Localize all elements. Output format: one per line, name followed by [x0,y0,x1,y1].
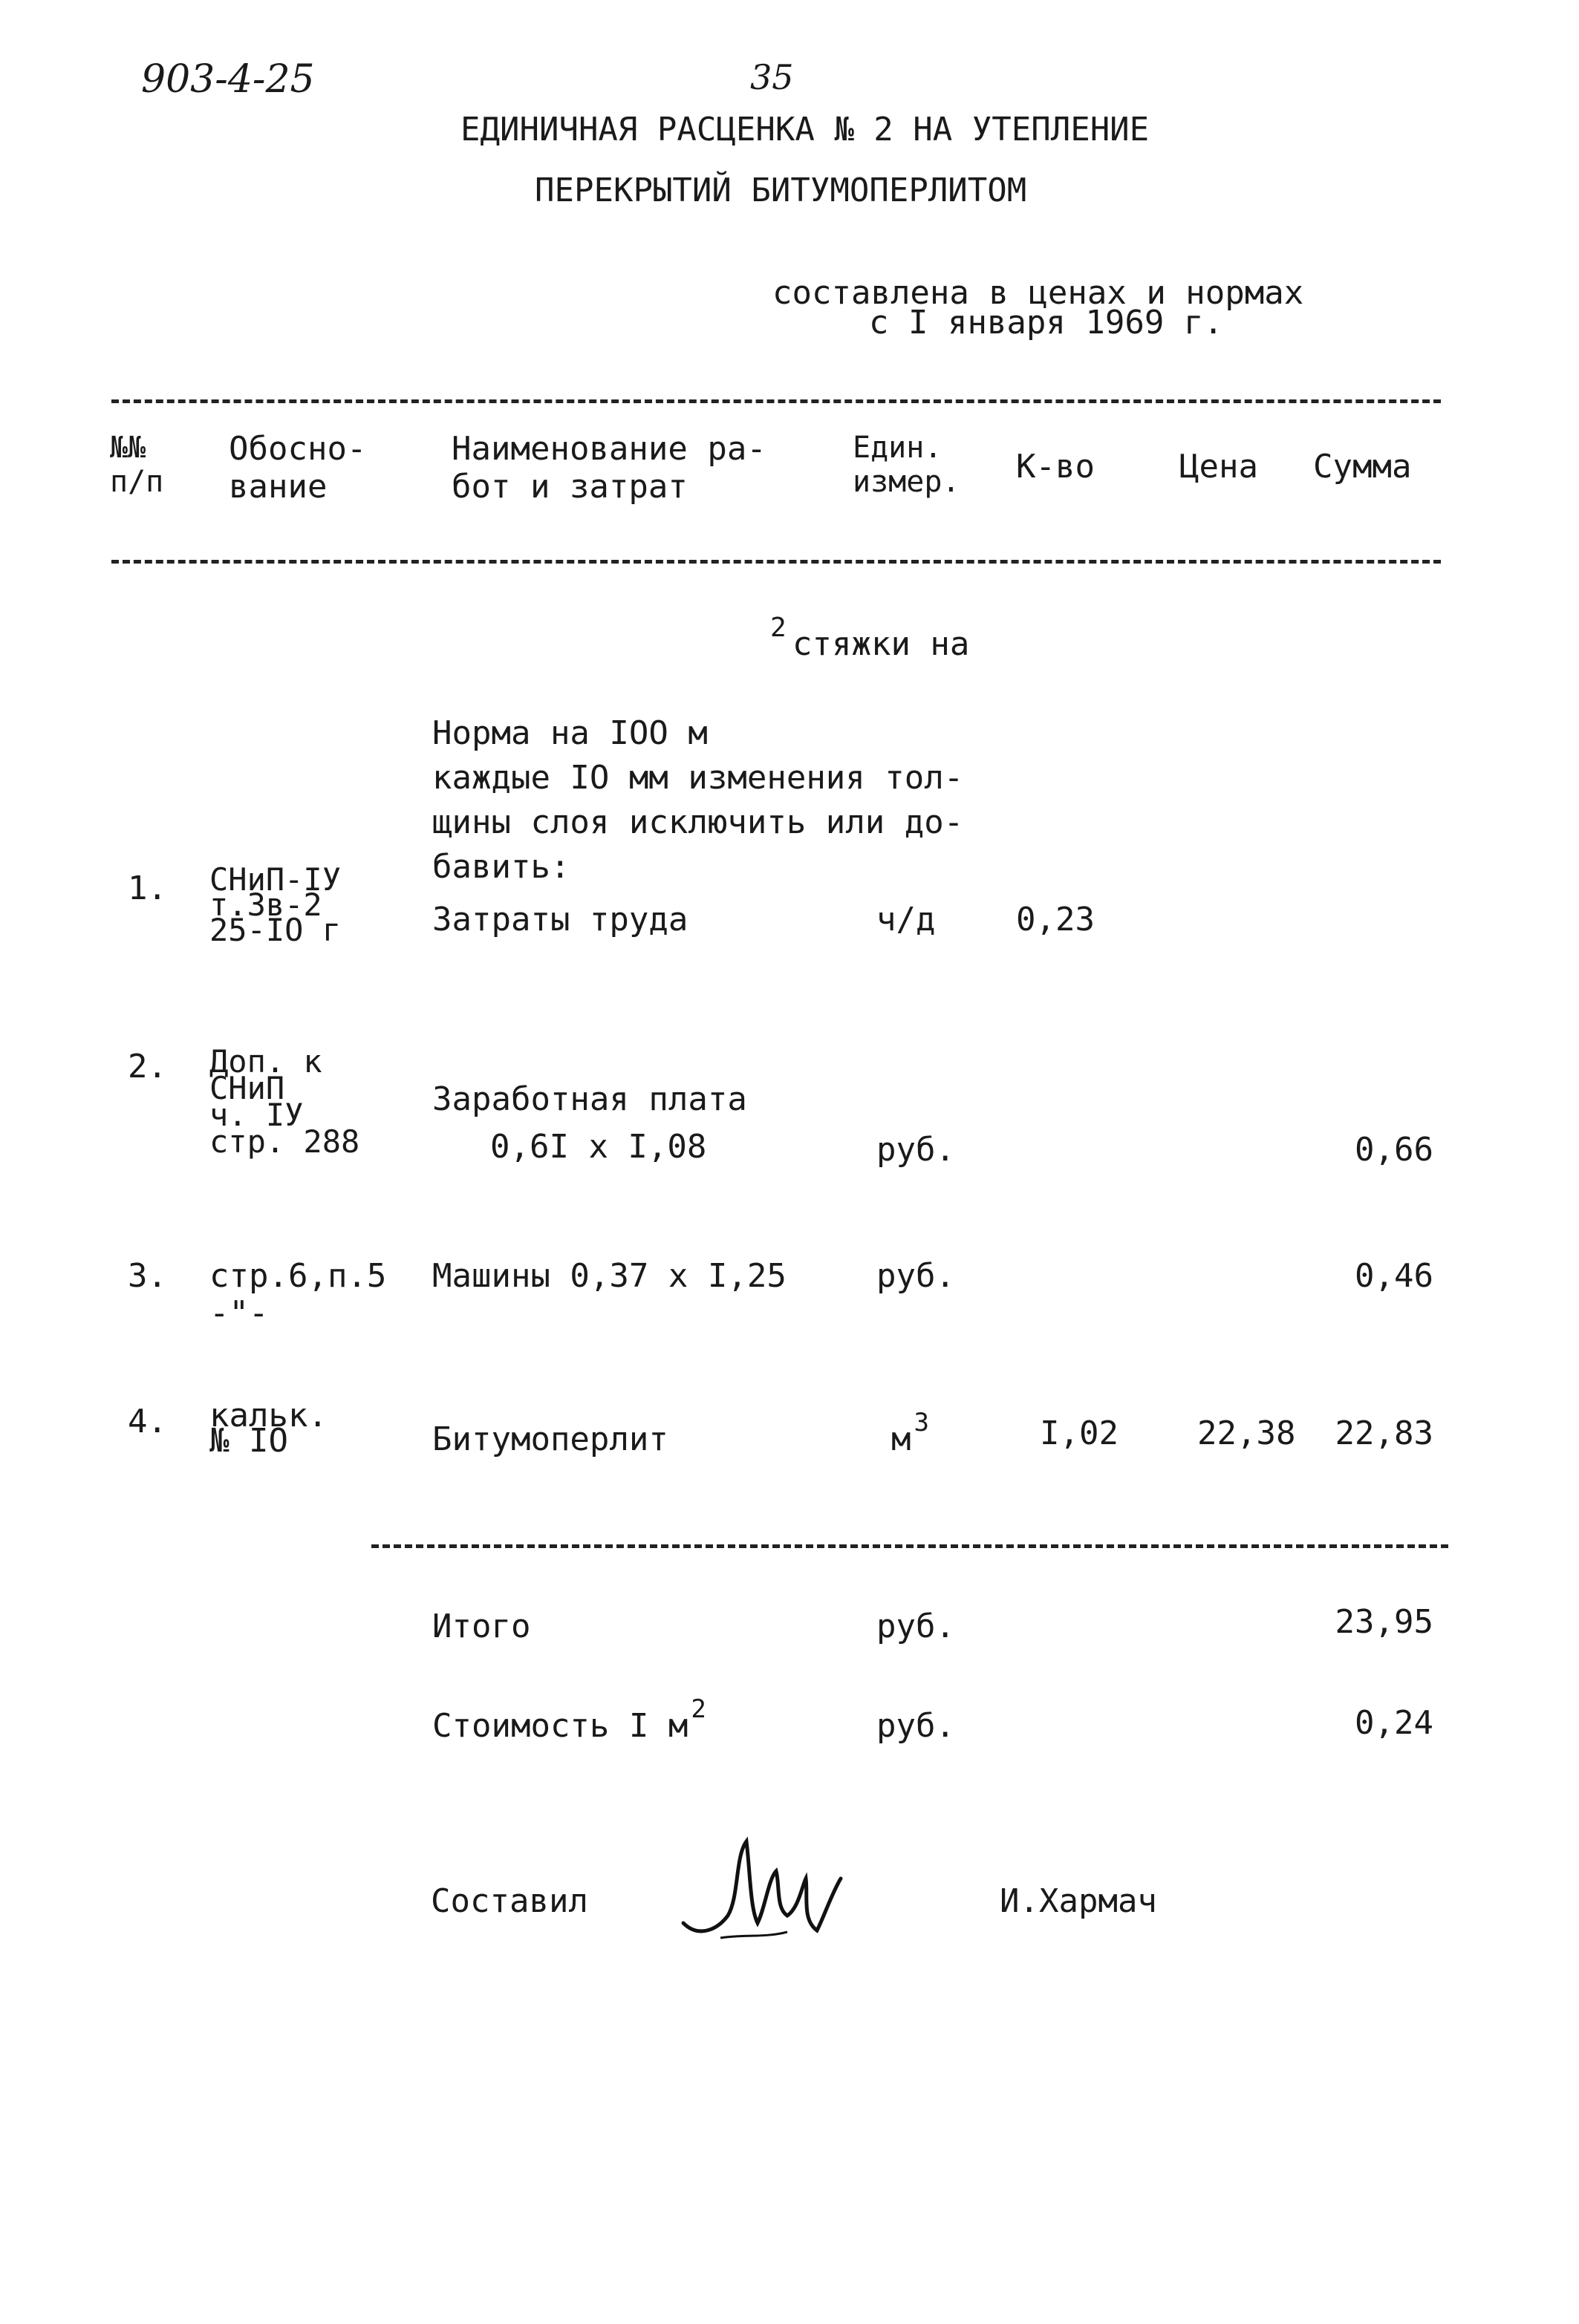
total-sum: 23,95 [1335,1603,1433,1641]
row4-sum: 22,83 [1335,1414,1433,1452]
row4-price: 22,38 [1197,1414,1296,1452]
table-top-rule [111,399,1441,403]
header-name: Наименование ра- бот и затрат [452,430,766,506]
norm-note [432,613,970,1068]
unit-cost-label-sup: 2 [691,1694,706,1724]
row3-name: Машины 0,37 x I,25 [432,1257,787,1295]
total-label: Итого [432,1607,531,1645]
title-line2: ПЕРЕКРЫТИЙ БИТУМОПЕРЛИТОМ [535,172,1027,209]
row2-basis: Доп. к СНиП ч. IУ стр. 288 [209,1043,360,1160]
norm-note-sup: 2 [770,613,787,643]
header-num: №№ п/п [110,431,164,499]
row4-unit-text: м [891,1420,911,1458]
total-unit: руб. [876,1607,955,1645]
row2-sum: 0,66 [1355,1131,1433,1169]
prices-note-line1: составлена в ценах и нормах [772,274,1304,312]
header-qty: К-во [1016,448,1095,486]
row2-name: Заработная плата [432,1080,747,1118]
header-price: Цена [1179,448,1258,486]
row3-unit: руб. [876,1257,955,1295]
row4-name: Битумоперлит [432,1420,668,1458]
row3-num: 3. [128,1257,167,1295]
norm-note-tail: стяжки на [792,625,970,663]
totals-rule [371,1544,1448,1548]
header-unit: Един. измер. [853,431,960,499]
header-basis: Обосно- вание [229,430,367,506]
row1-unit: ч/д [876,901,936,939]
compiled-label: Составил [431,1882,588,1920]
row4-unit-sup: 3 [914,1408,929,1437]
row2-name2: 0,6I x I,08 [490,1128,707,1166]
row1-name: Затраты труда [432,901,688,939]
compiler-name: И.Хармач [1000,1882,1157,1920]
row2-num: 2. [128,1048,167,1086]
row1-qty: 0,23 [1016,901,1095,939]
unit-cost-label [432,1694,706,1746]
page-number: 35 [750,57,794,97]
row3-sum: 0,46 [1355,1257,1433,1295]
row1-basis: СНиП-IУ т.3в-2 25-IО г [209,861,342,948]
unit-cost-unit: руб. [876,1707,955,1745]
norm-note-text: Норма на IОО м каждые IО мм изменения тол- щины слоя исключить или до- бавить: [432,714,964,886]
row4-qty: I,02 [1040,1414,1119,1452]
header-bottom-rule [111,560,1441,564]
row1-num: 1. [128,869,167,907]
signature [676,1827,847,1953]
row4-basis: кальк. № IО [209,1397,328,1460]
prices-note-line2: с I января 1969 г. [869,304,1223,342]
title-line1: ЕДИНИЧНАЯ РАСЦЕНКА № 2 НА УТЕПЛЕНИЕ [460,111,1150,148]
row3-basis: стр.6,п.5 -"- [209,1257,387,1332]
header-sum: Сумма [1313,448,1412,486]
row2-unit: руб. [876,1131,955,1169]
archive-code: 903-4-25 [141,57,315,102]
row4-unit [891,1408,929,1459]
unit-cost-sum: 0,24 [1355,1704,1433,1742]
unit-cost-label-text: Стоимость I м [432,1707,688,1745]
row4-num: 4. [128,1403,167,1440]
